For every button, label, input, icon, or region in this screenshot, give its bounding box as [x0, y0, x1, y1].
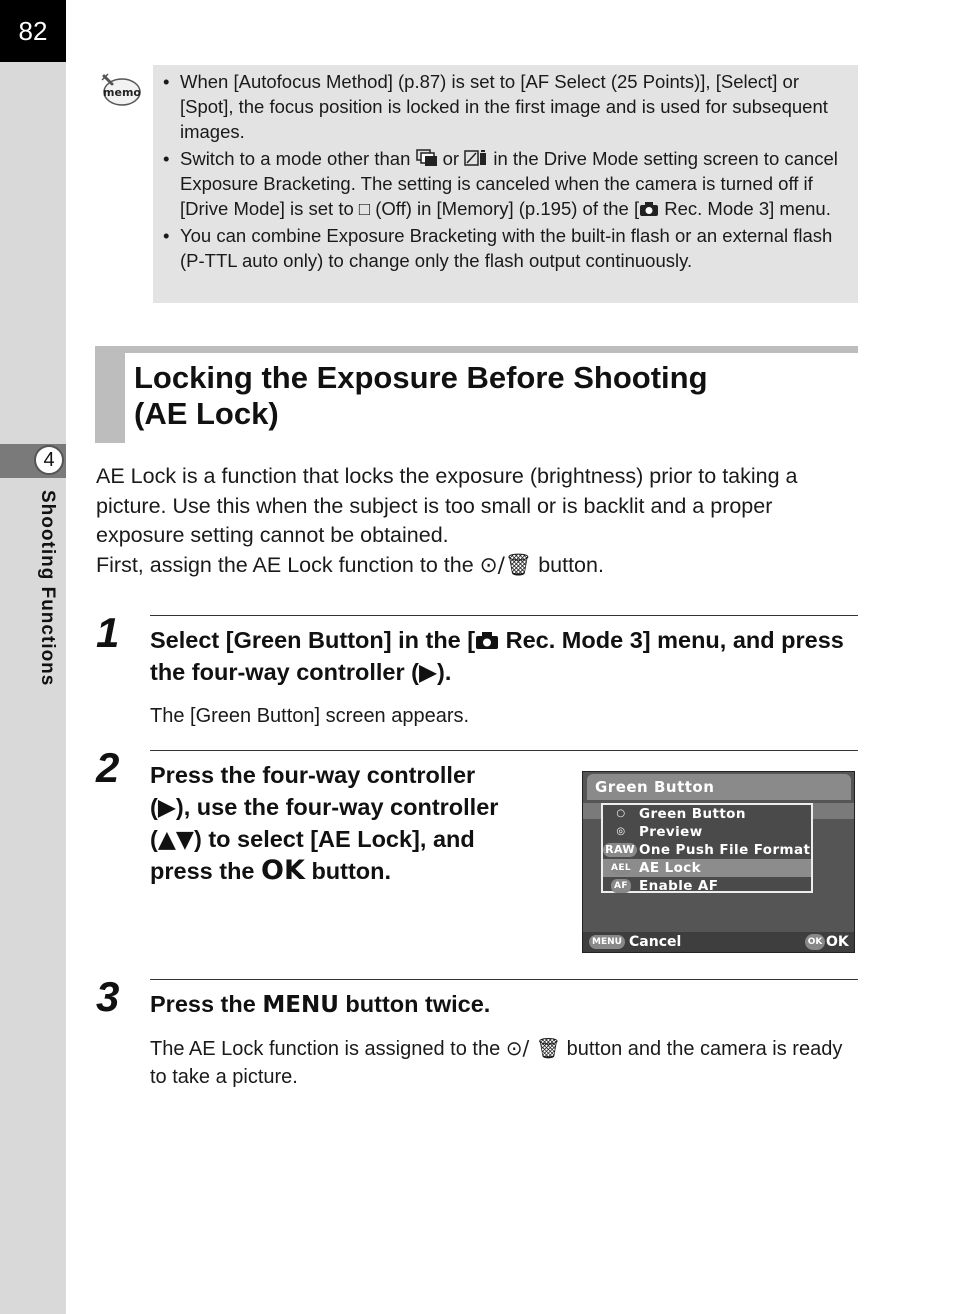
camera-menu-item-selected[interactable]: AEL AE Lock — [603, 859, 811, 877]
camera-menu-item[interactable]: AF Enable AF — [603, 877, 811, 895]
ok-badge-icon: OK — [805, 934, 825, 950]
camera-screen-footer — [583, 932, 855, 952]
menu-badge-icon: MENU — [589, 935, 625, 949]
camera-icon — [639, 201, 659, 217]
memo-bullet: • Switch to a mode other than or in the Drive Mode setting screen to cancel Exposure Bracketing. The setting is canceled when the camera is turned off if [Drive Mode] is set to □ (Off) in [Memory] (p.195) of the [ Rec. Mode 3] menu. — [163, 146, 846, 221]
memo-bullet: • You can combine Exposure Bracketing with the built-in flash or an external flash (P-TTL auto only) to change only the flash output continuously. — [163, 223, 846, 273]
chapter-title: Shooting Functions — [37, 490, 58, 687]
bracketing-icon — [416, 149, 438, 167]
camera-menu-item[interactable]: RAW One Push File Format — [603, 841, 811, 859]
right-arrow-icon: ▶ — [157, 793, 176, 821]
camera-menu-item[interactable]: ○ Green Button — [603, 805, 811, 823]
green-button-icon: ○ — [616, 808, 626, 819]
memo-bullet: • When [Autofocus Method] (p.87) is set to [AF Select (25 Points)], [Select] or [Spot], the focus position is locked in the first image and is used for subsequent images. — [163, 69, 846, 144]
cancel-label[interactable]: Cancel — [629, 934, 682, 950]
intro-text: AE Lock is a function that locks the exposure (brightness) prior to taking a picture. Use this when the subject is too small or is backlit and a proper exposure setting cannot be obtained. First, assign the AE Lock function to the ⊙/🗑 button. — [96, 464, 798, 578]
step-number: 3 — [96, 973, 120, 1020]
step-3-body: The AE Lock function is assigned to the ⊙/ 🗑 button and the camera is ready to take a picture. — [150, 1036, 843, 1088]
ael-icon: AEL — [611, 863, 632, 873]
step-divider — [150, 979, 858, 980]
ok-button-icon: OK — [261, 855, 305, 886]
chapter-number: 4 — [34, 445, 64, 475]
camera-icon — [475, 631, 499, 650]
memo-box — [153, 65, 858, 303]
step-divider — [150, 750, 858, 751]
page-number: 82 — [0, 0, 66, 62]
section-title: Locking the Exposure Before Shooting (AE Lock) — [134, 360, 708, 431]
step-1-body: The [Green Button] screen appears. — [150, 705, 470, 727]
preview-icon: ◎ — [616, 826, 626, 837]
camera-menu-list — [601, 803, 813, 893]
step-2-title: Press the four-way controller (▶), use the four-way controller (▲▼) to select [AE Lock], and press the OK button. — [150, 762, 499, 886]
af-icon: AF — [611, 879, 631, 893]
bracketing-timer-icon — [464, 149, 488, 167]
memo-icon — [98, 70, 142, 110]
memo-icon-label: memo — [103, 86, 141, 99]
step-divider — [150, 615, 858, 616]
raw-icon: RAW — [603, 843, 637, 857]
step-number: 1 — [96, 609, 120, 656]
camera-menu-item[interactable]: ◎ Preview — [603, 823, 811, 841]
up-down-arrows-icon: ▲▼ — [157, 825, 194, 853]
step-3-title: Press the MENU button twice. — [150, 991, 491, 1018]
ae-lock-button-icon: ⊙/🗑 — [479, 552, 533, 578]
ae-lock-button-icon: ⊙/ 🗑 — [505, 1036, 562, 1060]
right-arrow-icon: ▶ — [418, 658, 438, 686]
menu-button-icon: MENU — [262, 992, 339, 1018]
camera-screen — [582, 771, 855, 953]
step-1-title: Select [Green Button] in the [ Rec. Mode 3] menu, and press the four-way controller (▶). — [150, 627, 844, 686]
step-number: 2 — [96, 744, 120, 791]
ok-label[interactable]: OK — [826, 934, 849, 950]
camera-screen-title: Green Button — [587, 774, 851, 800]
